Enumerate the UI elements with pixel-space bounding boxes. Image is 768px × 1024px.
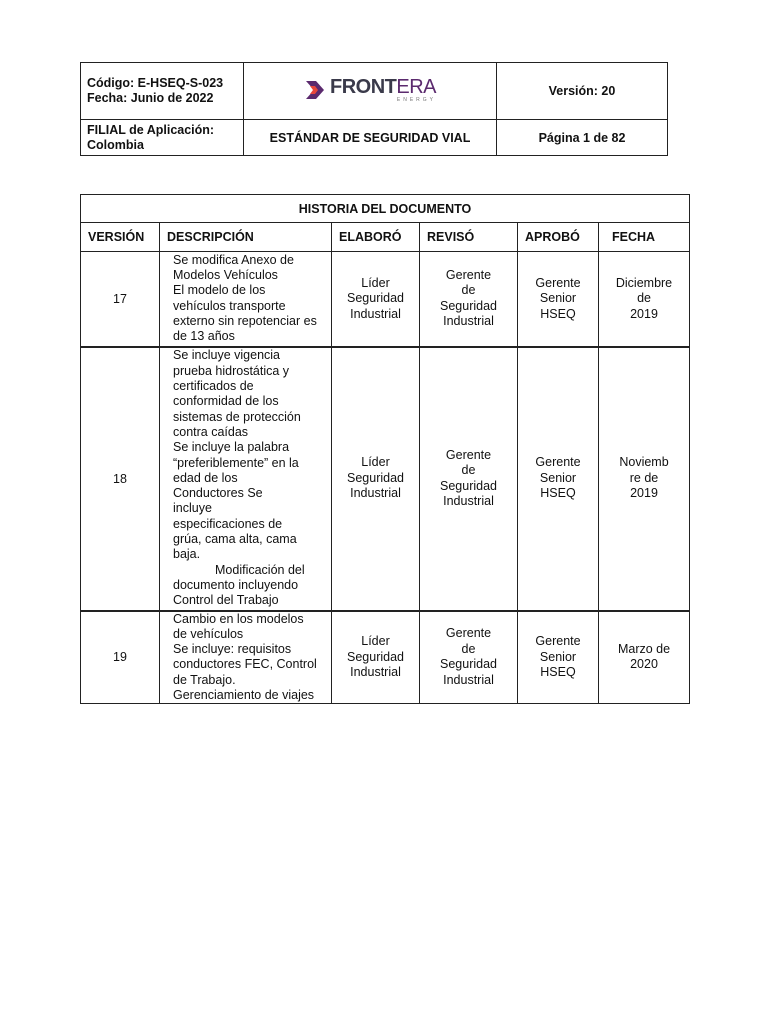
- description-line: de Trabajo.: [173, 672, 236, 687]
- description-line: sistemas de protección: [173, 409, 301, 424]
- fecha-line: re de: [629, 470, 659, 485]
- aprobo-line: Senior: [539, 291, 577, 305]
- description-line: Conductores Se: [173, 486, 263, 501]
- description-cell: [160, 611, 332, 704]
- history-title: HISTORIA DEL DOCUMENTO: [81, 195, 690, 223]
- description-line: de vehículos: [173, 626, 244, 641]
- reviso-line: Industrial: [443, 494, 494, 508]
- aprobo-line: Senior: [539, 649, 577, 664]
- description-line: especificaciones de: [173, 516, 283, 531]
- reviso-line: Gerente: [445, 626, 492, 641]
- document-code: Código: E-HSEQ-S-023: [87, 76, 224, 90]
- reviso-line: de: [461, 641, 476, 656]
- description-line: Se incluye vigencia: [173, 348, 281, 363]
- elaboro-line: Seguridad: [347, 291, 404, 305]
- page-number: Página 1 de 82: [538, 130, 626, 145]
- aprobo-cell: [518, 252, 599, 347]
- history-table: [80, 194, 690, 704]
- col-header-version: VERSIÓN: [81, 223, 160, 252]
- page-cell: [497, 120, 668, 156]
- col-header-aprobo: APROBÓ: [518, 223, 599, 252]
- description-line: contra caídas: [173, 424, 249, 439]
- description-line: conductores FEC, Control: [173, 657, 317, 672]
- description-line: certificados de: [173, 379, 254, 394]
- elaboro-line: Industrial: [350, 665, 401, 680]
- description-line: “preferiblemente” en la: [173, 455, 299, 470]
- version-value: 18: [113, 471, 127, 486]
- col-header-elaboro: ELABORÓ: [332, 223, 420, 252]
- description-line: Se incluye la palabra: [173, 440, 290, 455]
- description-line: Se incluye: requisitos: [173, 642, 292, 657]
- frontera-logo-icon: [304, 78, 326, 102]
- elaboro-line: Industrial: [350, 306, 401, 321]
- logo-cell: [244, 63, 497, 120]
- reviso-line: Industrial: [443, 314, 494, 329]
- aprobo-line: Gerente: [535, 634, 581, 649]
- fecha-line: 2019: [630, 486, 658, 501]
- col-header-reviso: REVISÓ: [420, 223, 518, 252]
- table-row: [81, 611, 690, 704]
- fecha-line: 2019: [630, 306, 658, 321]
- elaboro-cell: [332, 611, 420, 704]
- description-line: Gerenciamiento de viajes: [173, 687, 315, 702]
- elaboro-line: Líder: [361, 634, 390, 649]
- elaboro-line: Industrial: [350, 486, 401, 501]
- version-value: 17: [113, 291, 127, 306]
- aprobo-line: HSEQ: [540, 306, 576, 321]
- table-row: [81, 252, 690, 347]
- reviso-line: Gerente: [445, 447, 492, 462]
- reviso-line: de: [461, 283, 476, 298]
- document-version: Versión: 20: [548, 84, 616, 98]
- description-line: externo sin repotenciar es: [173, 314, 317, 329]
- description-line: Se modifica Anexo de: [173, 252, 294, 267]
- logo-text-front: FRONT: [329, 76, 397, 98]
- title-cell: [244, 120, 497, 156]
- description-line: prueba hidrostática y: [173, 363, 290, 378]
- fecha-cell: [599, 347, 690, 611]
- elaboro-cell: [332, 347, 420, 611]
- history-header-row: [81, 223, 690, 252]
- aprobo-line: Senior: [539, 470, 577, 485]
- description-line: baja.: [173, 547, 201, 562]
- fecha-line: de: [637, 291, 651, 305]
- description-line: Modelos Vehículos: [173, 268, 278, 283]
- elaboro-cell: [332, 252, 420, 347]
- history-body: [81, 252, 690, 704]
- version-cell: [81, 252, 160, 347]
- description-cell: [160, 252, 332, 347]
- fecha-line: Noviemb: [619, 455, 669, 470]
- aprobo-line: Gerente: [535, 455, 581, 470]
- description-line: edad de los: [173, 470, 238, 485]
- elaboro-line: Líder: [361, 455, 390, 470]
- col-header-description: DESCRIPCIÓN: [160, 223, 332, 252]
- description-line: vehículos transporte: [173, 298, 286, 313]
- description-line: El modelo de los: [173, 283, 266, 298]
- reviso-line: Gerente: [445, 267, 492, 282]
- fecha-line: 2020: [630, 657, 658, 672]
- version-cell: [81, 611, 160, 704]
- description-line: Cambio en los modelos: [173, 611, 304, 626]
- description-line: incluye: [173, 501, 212, 516]
- description-line: grúa, cama alta, cama: [173, 532, 297, 547]
- code-date-cell: [81, 63, 244, 120]
- fecha-cell: [599, 611, 690, 704]
- fecha-cell: [599, 252, 690, 347]
- reviso-cell: [420, 347, 518, 611]
- document-title: ESTÁNDAR DE SEGURIDAD VIAL: [269, 130, 471, 145]
- aprobo-line: HSEQ: [540, 486, 576, 501]
- reviso-line: Seguridad: [440, 657, 497, 672]
- col-header-fecha: FECHA: [599, 223, 690, 252]
- description-line: conformidad de los: [173, 394, 279, 409]
- aprobo-cell: [518, 611, 599, 704]
- elaboro-line: Líder: [361, 275, 390, 290]
- aprobo-line: Gerente: [535, 275, 581, 290]
- logo-subtext: ENERGY: [396, 97, 436, 103]
- version-value: 19: [113, 650, 127, 665]
- version-cell: [81, 347, 160, 611]
- reviso-cell: [420, 252, 518, 347]
- reviso-line: de: [461, 463, 476, 477]
- description-line: documento incluyendo: [173, 577, 299, 592]
- document-header: [80, 62, 668, 156]
- company-logo: [304, 77, 436, 103]
- aprobo-cell: [518, 347, 599, 611]
- reviso-line: Seguridad: [440, 478, 497, 493]
- filial-value: Colombia: [87, 137, 144, 152]
- description-line: Modificación del: [215, 562, 305, 577]
- description-line: Control del Trabajo: [173, 593, 279, 608]
- filial-label: FILIAL de Aplicación:: [87, 122, 215, 137]
- reviso-line: Seguridad: [440, 298, 497, 313]
- table-row: [81, 347, 690, 611]
- document-date: Fecha: Junio de 2022: [87, 91, 214, 105]
- aprobo-line: HSEQ: [540, 665, 576, 680]
- logo-text-era: ERA: [396, 76, 436, 98]
- description-line: de 13 años: [173, 329, 235, 344]
- fecha-line: Marzo de: [617, 641, 671, 656]
- reviso-cell: [420, 611, 518, 704]
- version-cell: [497, 63, 668, 120]
- filial-cell: [81, 120, 244, 156]
- fecha-line: Diciembre: [615, 275, 673, 290]
- elaboro-line: Seguridad: [347, 470, 404, 485]
- elaboro-line: Seguridad: [347, 649, 404, 664]
- reviso-line: Industrial: [443, 672, 494, 687]
- description-cell: [160, 347, 332, 611]
